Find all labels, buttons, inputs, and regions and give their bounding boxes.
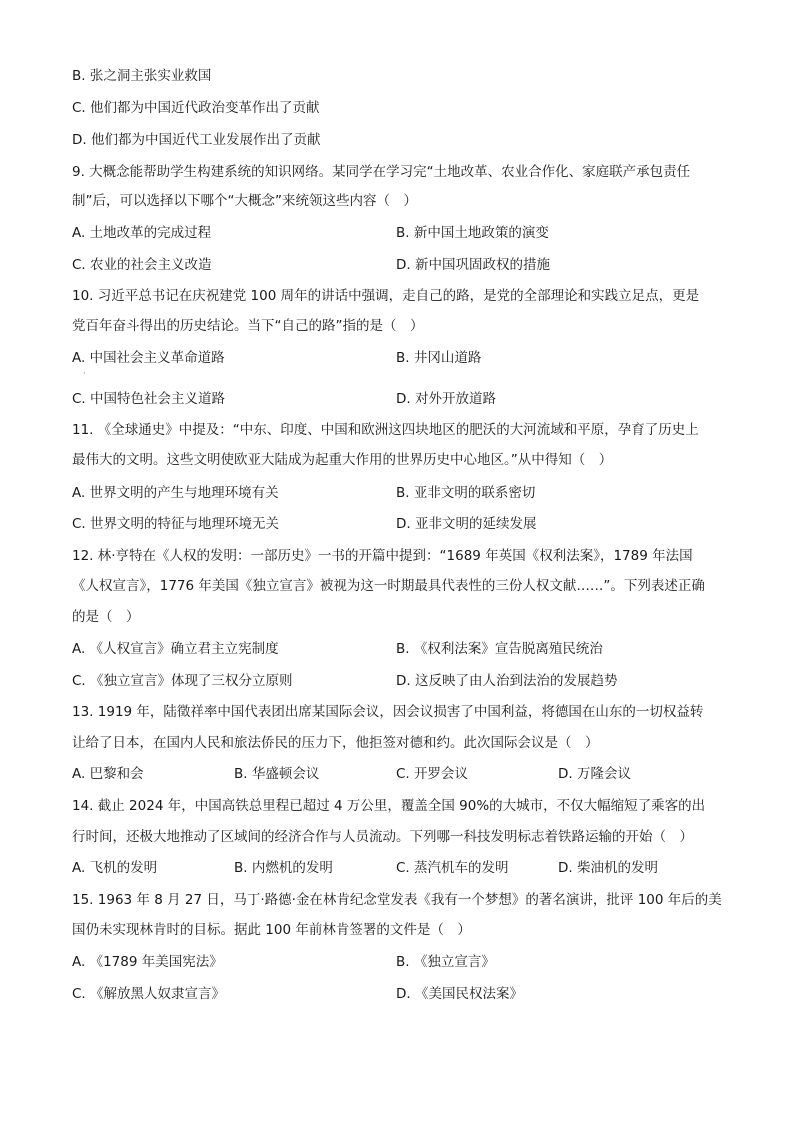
q12-option-b: B. 《权利法案》宣告脱离殖民统治 (396, 641, 603, 657)
q15-stem-line-2: 国仍未实现林肯时的目标。据此 100 年前林肯签署的文件是（ ） (72, 922, 471, 938)
q15-option-c: C. 《解放黑人奴隶宣言》 (72, 986, 226, 1002)
q15-stem-line-1: 15. 1963 年 8 月 27 日，马丁·路德·金在林肯纪念堂发表《我有一个梦想》的著名演讲，批评 100 年后的美 (72, 892, 722, 908)
q10-option-b: B. 井冈山道路 (396, 350, 482, 366)
q11-stem-line-1: 11. 《全球通史》中提及：“中东、印度、中国和欧洲这四块地区的肥沃的大河流域和平原，孕育了历史上 (72, 422, 699, 438)
q14-option-b: B. 内燃机的发明 (234, 860, 333, 876)
q10-option-c: C. 中国特色社会主义道路 (72, 391, 226, 407)
q13-option-b: B. 华盛顿会议 (234, 766, 320, 782)
q10-stem-line-1: 10. 习近平总书记在庆祝建党 100 周年的讲话中强调，走自己的路，是党的全部理论和实践立足点，更是 (72, 288, 700, 304)
q8-option-c: C. 他们都为中国近代政治变革作出了贡献 (72, 100, 320, 116)
q9-option-c: C. 农业的社会主义改造 (72, 257, 212, 273)
q12-option-d: D. 这反映了由人治到法治的发展趋势 (396, 673, 618, 689)
q10-option-a: A. 中国社会主义革命道路 (72, 350, 225, 366)
q9-stem-line-1: 9. 大概念能帮助学生构建系统的知识网络。某同学在学习完“土地改革、农业合作化、家庭联产承包责任 (72, 164, 691, 180)
q13-option-d: D. 万隆会议 (558, 766, 631, 782)
q13-stem-line-2: 让给了日本，在国内人民和旅法侨民的压力下，他拒签对德和约。此次国际会议是（ ） (72, 735, 599, 751)
q12-option-a: A. 《人权宣言》确立君主立宪制度 (72, 641, 279, 657)
q11-option-b: B. 亚非文明的联系密切 (396, 485, 536, 501)
q15-option-b: B. 《独立宣言》 (396, 954, 495, 970)
q8-option-d: D. 他们都为中国近代工业发展作出了贡献 (72, 132, 321, 148)
q12-stem-line-2: 《人权宣言》，1776 年美国《独立宣言》被视为这一时期最具代表性的三份人权文献……”。下列表述正确 (72, 578, 705, 594)
q9-option-a: A. 土地改革的完成过程 (72, 225, 212, 241)
q14-option-d: D. 柴油机的发明 (558, 860, 658, 876)
q9-stem-line-2: 制”后，可以选择以下哪个“大概念”来统领这些内容（ ） (72, 193, 417, 209)
q11-option-c: C. 世界文明的特征与地理环境无关 (72, 516, 280, 532)
q13-option-a: A. 巴黎和会 (72, 766, 144, 782)
q8-option-b: B. 张之洞主张实业救国 (72, 68, 212, 84)
q10-option-d: D. 对外开放道路 (396, 391, 496, 407)
q11-option-d: D. 亚非文明的延续发展 (396, 516, 537, 532)
q10-stem-line-2: 党百年奋斗得出的历史结论。当下“自己的路”指的是（ ） (72, 318, 424, 334)
stray-dot-mark: · (83, 369, 86, 378)
q14-stem-line-2: 行时间，还极大地推动了区域间的经济合作与人员流动。下列哪一科技发明标志着铁路运输的开始（ ） (72, 829, 693, 845)
q11-option-a: A. 世界文明的产生与地理环境有关 (72, 485, 279, 501)
q15-option-d: D. 《美国民权法案》 (396, 986, 523, 1002)
q13-option-c: C. 开罗会议 (396, 766, 469, 782)
q14-option-a: A. 飞机的发明 (72, 860, 158, 876)
q11-stem-line-2: 最伟大的文明。这些文明使欧亚大陆成为起重大作用的世界历史中心地区。”从中得知（ ） (72, 452, 613, 468)
q13-stem-line-1: 13. 1919 年，陆徵祥率中国代表团出席某国际会议，因会议损害了中国利益，将德国在山东的一切权益转 (72, 704, 704, 720)
q15-option-a: A. 《1789 年美国宪法》 (72, 954, 223, 970)
q9-option-d: D. 新中国巩固政权的措施 (396, 257, 550, 273)
q12-option-c: C. 《独立宣言》体现了三权分立原则 (72, 673, 293, 689)
q14-stem-line-1: 14. 截止 2024 年，中国高铁总里程已超过 4 万公里，覆盖全国 90%的大城市，不仅大幅缩短了乘客的出 (72, 798, 706, 814)
q12-stem-line-1: 12. 林·亨特在《人权的发明：一部历史》一书的开篇中提到：“1689 年英国《权利法案》，1789 年法国 (72, 548, 693, 564)
q9-option-b: B. 新中国土地政策的演变 (396, 225, 549, 241)
q14-option-c: C. 蒸汽机车的发明 (396, 860, 509, 876)
q12-stem-line-3: 的是（ ） (72, 609, 140, 625)
